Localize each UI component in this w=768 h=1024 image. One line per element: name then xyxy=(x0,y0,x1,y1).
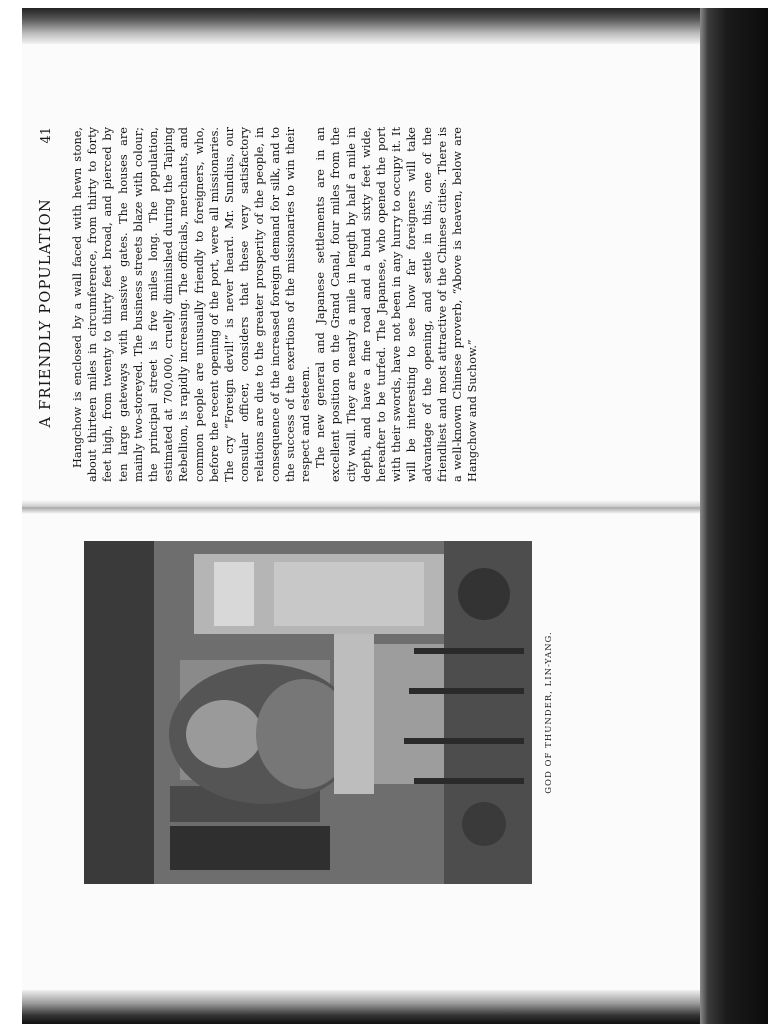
top-page-edge xyxy=(18,8,708,44)
paragraph-2: The new general and Japanese settlements are in an excellent position on the Grand Canal, four miles from the city wall. They are nearly a mile in length by half a mile in depth, and have a fine road and a bund sixty feet wide, hereafter to be turfed. The Japanese, who opened the port with their swords, have not been in any hurry to occupy it. It will be interesting to see how far foreigners will take advantage of the opening, and settle in this, one of the friendliest and most attractive of the Chinese cities. There is a well-known Chinese proverb, “Above is heaven, below are Hangchow and Suchow.” xyxy=(314,127,480,482)
photo-plate xyxy=(84,541,564,884)
paragraph-1: Hangchow is enclosed by a wall faced with hewn stone, about thirteen miles in circumference, from thirty to forty feet high, from twenty to thirty feet broad, and pierced by ten large gateways with massive gates. The houses are mainly two-storeyed. The business streets blaze with colour; the principal street is five miles long. The population, estimated at 700,000, cruelly diminished during the Taiping Rebellion, is rapidly increasing. The officials, merchants, and common people are unusually friendly to foreigners, who, before the recent opening of the port, were all missionaries. The cry “Foreign devil!” is never heard. Mr. Sundius, our consular officer, considers that these very satisfactory relations are due to the greater prosperity of the people, in consequence of the increased foreign demand for silk, and to the success of the exertions of the missionaries to win their respect and esteem. xyxy=(71,127,313,482)
bottom-page-edge xyxy=(12,990,712,1024)
page-number: 41 xyxy=(39,127,54,144)
text-page xyxy=(38,127,480,482)
book-spine-edge xyxy=(700,8,768,1024)
running-head xyxy=(38,127,64,482)
photo-illustration xyxy=(84,541,532,884)
running-title: A FRIENDLY POPULATION xyxy=(38,198,54,428)
photo-god-of-thunder xyxy=(84,541,532,884)
plate-caption: GOD OF THUNDER, LIN-YANG. xyxy=(544,631,554,794)
page-gutter xyxy=(20,500,704,514)
left-margin xyxy=(0,0,22,1024)
